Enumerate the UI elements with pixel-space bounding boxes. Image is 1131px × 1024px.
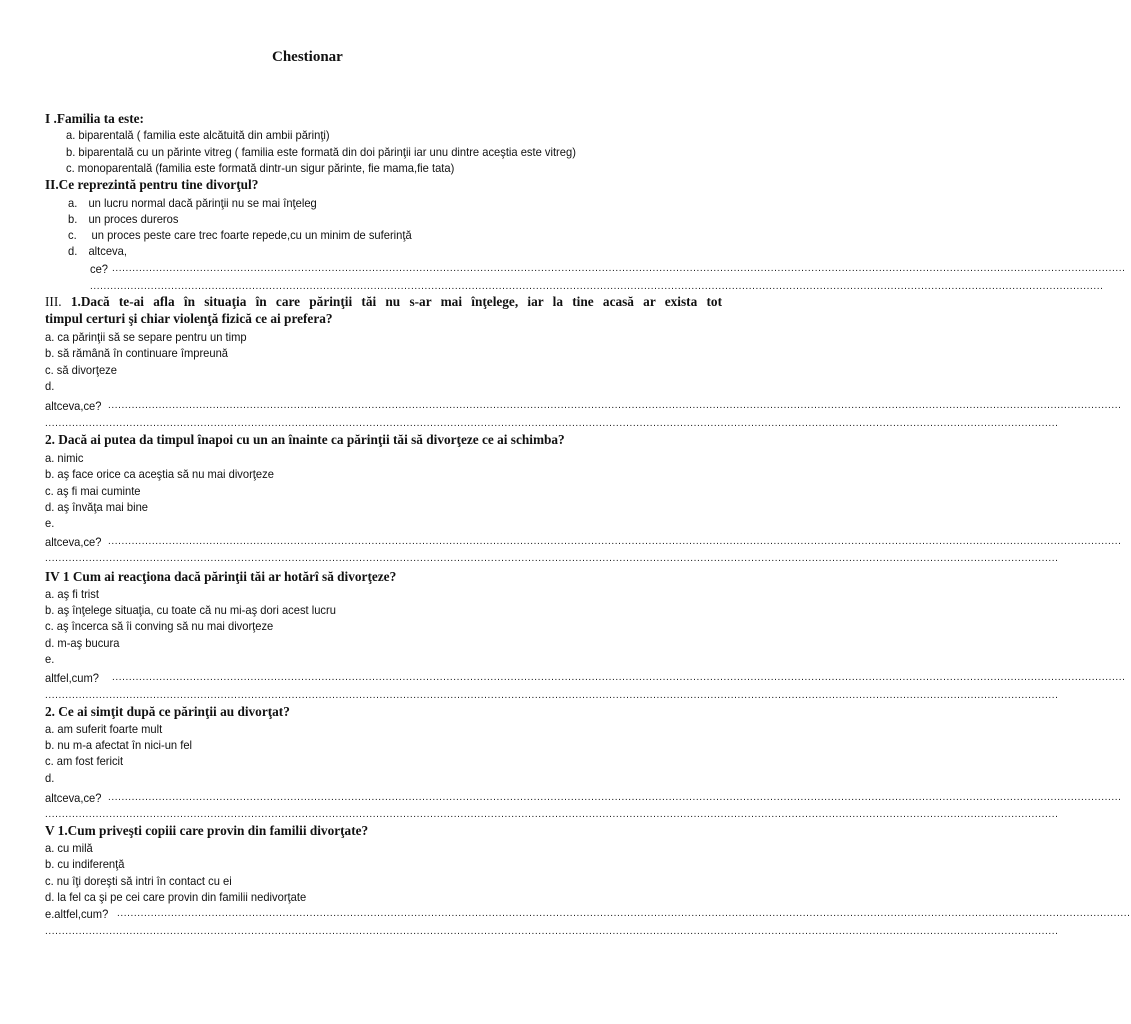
section-3-q2-option-a: a. nimic [45, 451, 84, 465]
section-4-q2-option-a: a. am suferit foarte mult [45, 722, 163, 736]
section-3-q1-option-c: c. să divorţeze [45, 363, 117, 377]
section-1-heading: I .Familia ta este: [45, 111, 144, 126]
section-4-q2-option-c: c. am fost fericit [45, 754, 124, 768]
section-4-question-1: IV 1 Cum ai reacţiona dacă părinţii tăi ar hotărî să divorţeze? [45, 569, 397, 584]
section-4-q2-prompt: altceva,ce? [45, 791, 102, 805]
option-text: un proces peste care trec foarte repede,cu un minim de suferinţă [88, 228, 412, 242]
option-marker: c. [68, 228, 77, 242]
answer-line[interactable]: ............................................................................................................................................................................................................................................................................................................ [45, 418, 1059, 429]
section-3-q1-option-b: b. să rămână în continuare împreună [45, 346, 229, 360]
section-3-q2-option-e: e. [45, 516, 55, 530]
section-3-q2-prompt: altceva,ce? [45, 535, 102, 549]
section-4-q1-option-d: d. m-aş bucura [45, 636, 120, 650]
answer-line[interactable]: ............................................................................................................................................................................................................................................................................................................ [117, 908, 1131, 919]
section-2-option-b [68, 211, 178, 227]
option-text: altceva, [88, 244, 127, 258]
section-5-question-1: V 1.Cum priveşti copiii care provin din familii divorţate? [45, 823, 369, 838]
section-5-q1-option-b: b. cu indiferenţă [45, 857, 125, 871]
answer-line[interactable]: ............................................................................................................................................................................................................................................................................................................ [112, 263, 1126, 274]
section-4-q1-option-b: b. aş înţelege situaţia, cu toate că nu mi-aş dori acest lucru [45, 603, 336, 617]
section-3-q2-option-c: c. aş fi mai cuminte [45, 484, 141, 498]
section-4-q2-option-b: b. nu m-a afectat în nici-un fel [45, 738, 193, 752]
section-3-q1-option-d: d. [45, 379, 55, 393]
section-4-q1-option-c: c. aş încerca să îi conving să nu mai divorţeze [45, 619, 274, 633]
section-5-q1-prompt: e.altfel,cum? [45, 907, 109, 921]
section-4-q1-prompt: altfel,cum? [45, 671, 99, 685]
option-marker: b. [68, 212, 78, 226]
section-5-q1-option-d: d. la fel ca şi pe cei care provin din familii nedivorţate [45, 890, 307, 904]
answer-line[interactable]: ............................................................................................................................................................................................................................................................................................................ [45, 553, 1059, 564]
question-text: 1.Dacă te-ai afla în situaţia în care părinţii tăi nu s-ar mai înţelege, iar la tine acasă ar exista tot [61, 294, 722, 309]
answer-line[interactable]: ............................................................................................................................................................................................................................................................................................................ [45, 809, 1059, 820]
section-3-question-1-line-2: timpul certuri şi chiar violenţă fizică ce ai prefera? [45, 311, 333, 326]
option-text: un lucru normal dacă părinţii nu se mai înţeleg [88, 196, 317, 210]
section-5-q1-option-a: a. cu milă [45, 841, 93, 855]
section-3-numeral: III. [45, 294, 62, 309]
section-1-option-a: a. biparentală ( familia este alcătuită din ambii părinţi) [66, 128, 330, 142]
section-4-q1-option-a: a. aş fi trist [45, 587, 99, 601]
option-marker: d. [68, 244, 78, 258]
section-4-q2-option-d: d. [45, 771, 55, 785]
section-3-q1-prompt: altceva,ce? [45, 399, 102, 413]
answer-line[interactable]: ............................................................................................................................................................................................................................................................................................................ [112, 672, 1126, 683]
section-2-option-d [68, 243, 127, 259]
section-2-prompt: ce? [90, 262, 109, 276]
answer-line[interactable]: ............................................................................................................................................................................................................................................................................................................ [108, 792, 1122, 803]
section-5-q1-option-c: c. nu îţi doreşti să intri în contact cu ei [45, 874, 232, 888]
section-1-option-b: b. biparentală cu un părinte vitreg ( familia este formată din doi părinţii iar unu dintre aceştia este vitreg) [66, 145, 576, 159]
answer-line[interactable]: ............................................................................................................................................................................................................................................................................................................ [45, 690, 1059, 701]
section-1-option-c: c. monoparentală (familia este formată dintr-un sigur părinte, fie mama,fie tata) [66, 161, 455, 175]
section-3-q1-option-a: a. ca părinţii să se separe pentru un timp [45, 330, 247, 344]
section-3-q2-option-d: d. aş învăţa mai bine [45, 500, 148, 514]
answer-line[interactable]: ............................................................................................................................................................................................................................................................................................................ [90, 281, 1104, 292]
section-3-question-1-line-1 [45, 294, 722, 310]
section-3-q2-option-b: b. aş face orice ca aceştia să nu mai divorţeze [45, 467, 274, 481]
answer-line[interactable]: ............................................................................................................................................................................................................................................................................................................ [108, 536, 1122, 547]
section-4-question-2: 2. Ce ai simţit după ce părinţii au divorţat? [45, 704, 290, 719]
section-2-option-a [68, 195, 317, 211]
answer-line[interactable]: ............................................................................................................................................................................................................................................................................................................ [108, 400, 1122, 411]
section-3-question-2: 2. Dacă ai putea da timpul înapoi cu un an înainte ca părinţii tăi să divorţeze ce ai schimba? [45, 432, 565, 447]
section-2-heading: II.Ce reprezintă pentru tine divorţul? [45, 177, 259, 192]
page-title: Chestionar [272, 49, 343, 65]
answer-line[interactable]: ............................................................................................................................................................................................................................................................................................................ [45, 926, 1059, 937]
section-2-option-c [68, 227, 412, 243]
section-4-q1-option-e: e. [45, 652, 55, 666]
option-text: un proces dureros [88, 212, 179, 226]
option-marker: a. [68, 196, 78, 210]
